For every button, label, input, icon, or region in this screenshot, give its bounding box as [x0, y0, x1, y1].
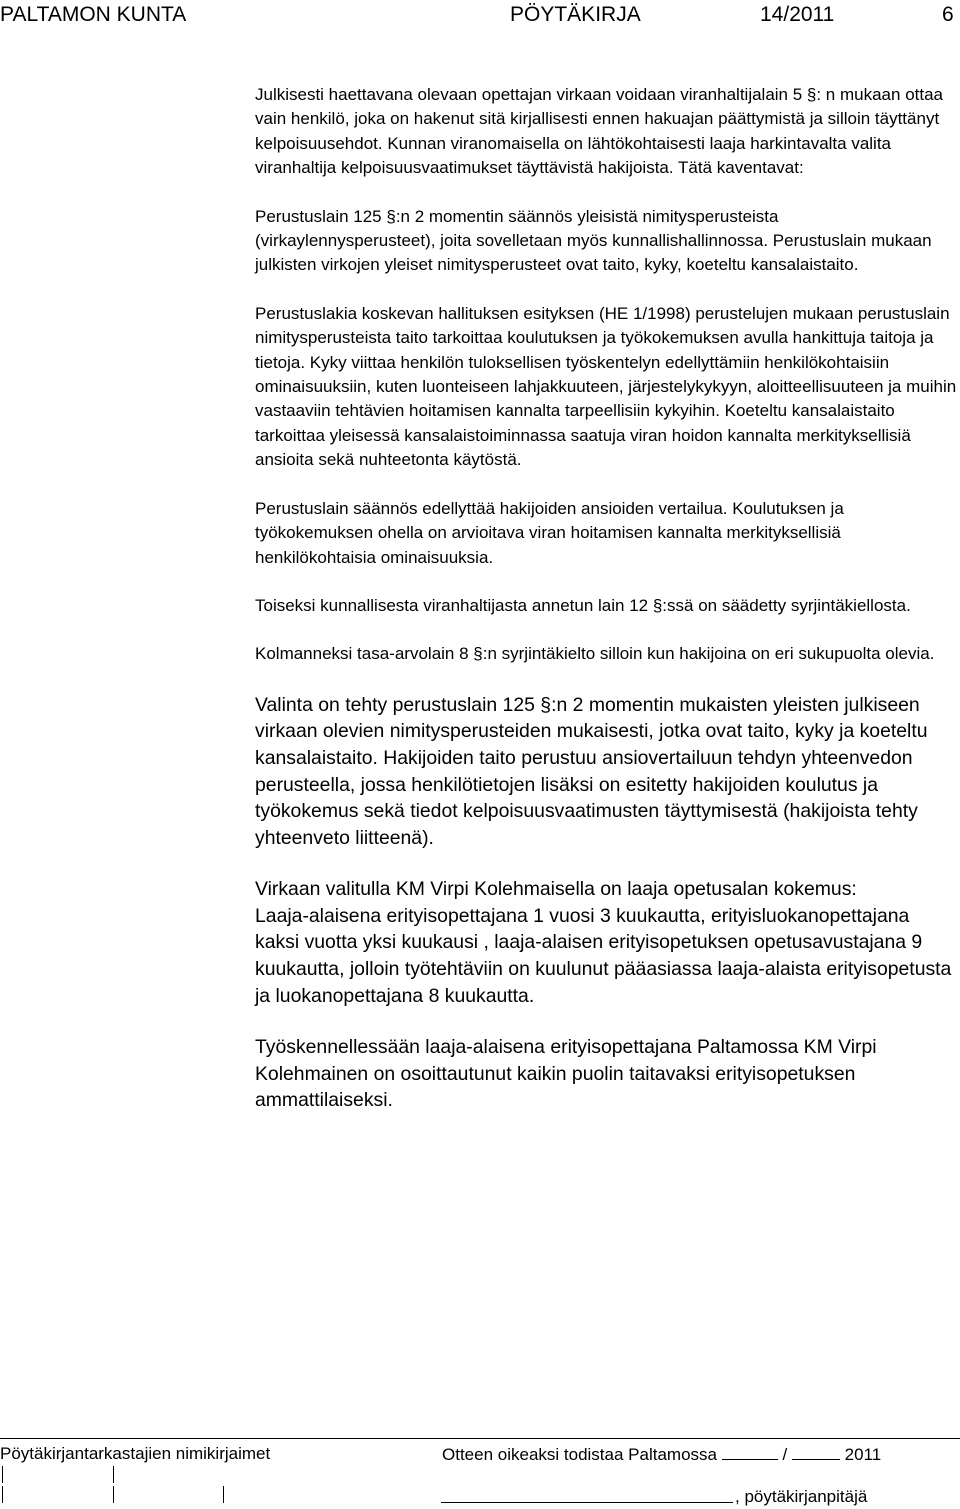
- document-type: PÖYTÄKIRJA: [510, 3, 641, 26]
- initials-separator: [113, 1466, 114, 1483]
- footer-divider: [0, 1438, 960, 1439]
- initials-separator: [113, 1486, 114, 1503]
- paragraph-10: Työskennellessään laaja-alaisena erityisopettajana Paltamossa KM Virpi Kolehmainen on osoittautunut kaikin puolin taitavaksi erityisopetuksen ammattilaiseksi.: [255, 1036, 877, 1112]
- paragraph-1: Julkisesti haettavana olevaan opettajan virkaan voidaan viranhaltijalain 5 §: n mukaan ottaa vain henkilö, joka on hakenut sitä kirjallisesti ennen hakuajan päättymistä ja silloin täyttänyt kelpoisuusehdot. Kunnan viranomaisella on lähtökohtaisesti laaja harkintavalta valita viranhaltija kelpoisuusvaatimukset täyttävistä hakijoista. Tätä kaventavat:: [255, 85, 944, 178]
- page-footer: [0, 1438, 960, 1508]
- page-header: [0, 2, 960, 28]
- initials-separator: [2, 1486, 3, 1503]
- paragraph-8: Virkaan valitulla KM Virpi Kolehmaisella on laaja opetusalan kokemus:: [255, 878, 857, 901]
- date-separator: /: [782, 1445, 788, 1464]
- paragraph-5: Toiseksi kunnallisesta viranhaltijasta annetun lain 12 §:ssä on säädetty syrjintäkiellosta.: [255, 595, 911, 615]
- signature-line: [441, 1502, 733, 1503]
- initials-separator: [2, 1466, 3, 1483]
- paragraph-4: Perustuslain säännös edellyttää hakijoiden ansioiden vertailua. Koulutuksen ja työkokemuksen ohella on arvioitava viran hoitamisen kannalta merkityksellisiä henkilökohtaisia ominaisuuksia.: [255, 498, 844, 567]
- initials-separator: [223, 1486, 224, 1503]
- inspectors-initials-label: Pöytäkirjantarkastajien nimikirjaimet: [0, 1444, 271, 1463]
- certification-year: 2011: [844, 1445, 882, 1464]
- date-month-blank: [792, 1443, 840, 1460]
- municipality-name: PALTAMON KUNTA: [0, 3, 187, 26]
- date-day-blank: [722, 1443, 778, 1460]
- page-number: 6: [942, 3, 954, 26]
- paragraph-2: Perustuslain 125 §:n 2 momentin säännös yleisistä nimitysperusteista (virkaylennysperusteet), joita sovelletaan myös kunnallishallinnossa. Perustuslain mukaan julkisten virkojen yleiset nimitysperusteet ovat taito, kyky, koeteltu kansalaistaito.: [255, 206, 932, 275]
- certification-line: [442, 1443, 881, 1466]
- minutes-number: 14/2011: [760, 3, 835, 26]
- document-body: [255, 83, 957, 1114]
- paragraph-6: Kolmanneksi tasa-arvolain 8 §:n syrjintäkielto silloin kun hakijoina on eri sukupuolta olevia.: [255, 644, 935, 664]
- paragraph-7: Valinta on tehty perustuslain 125 §:n 2 momentin mukaisten yleisten julkiseen virkaan olevien nimitysperusteiden mukaisesti, jotka ovat taito, kyky ja koeteltu kansalaistaito. Hakijoiden taito perustuu ansiovertailuun tehdyn yhteenvedon perusteella, jossa henkilötietojen lisäksi on esitetty hakijoiden koulutus ja työkokemus sekä tiedot kelpoisuusvaatimusten täyttymisestä (hakijoista tehty yhteenveto liitteenä).: [255, 693, 928, 849]
- paragraph-3: Perustuslakia koskevan hallituksen esityksen (HE 1/1998) perustelujen mukaan perustuslain nimitysperusteista taito tarkoittaa koulutuksen ja työkokemuksen avulla hankittuja taitoja ja tietoja. Kyky viittaa henkilön tuloksellisen työskentelyn edellyttämiin henkilökohtaisiin ominaisuuksiin, kuten luonteiseen lahjakkuuteen, järjestelykykyyn, aloitteellisuuteen ja muihin vastaaviin tehtävien hoitamisen kannalta tarpeellisiin kykyihin. Koeteltu kansalaistaito tarkoittaa yleisessä kansalaistoiminnassa saatuja viran hoidon kannalta merkityksellisiä ansioita sekä nuhteetonta käytöstä.: [255, 303, 957, 470]
- signature-label: , pöytäkirjanpitäjä: [735, 1487, 868, 1506]
- certification-label: Otteen oikeaksi todistaa Paltamossa: [442, 1445, 717, 1464]
- paragraph-9: Laaja-alaisena erityisopettajana 1 vuosi 3 kuukautta, erityisluokanopettajana kaksi vuotta yksi kuukausi , laaja-alaisen erityisopetuksen opetusavustajana 9 kuukautta, jolloin työtehtäviin on kuulunut pääasiassa laaja-alaista erityisopetusta ja luokanopettajana 8 kuukautta.: [255, 904, 952, 1007]
